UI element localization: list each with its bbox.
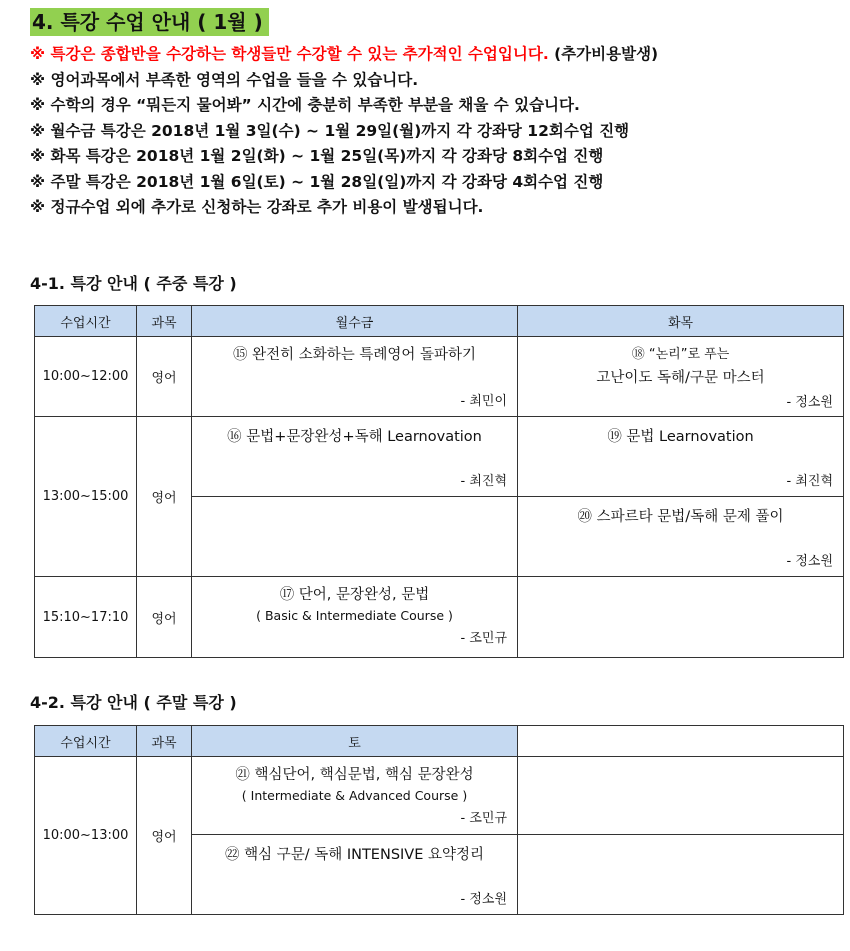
time-cell: 13:00~15:00 [35, 417, 137, 577]
notice-item: ※ 월수금 특강은 2018년 1월 3일(수) ~ 1월 29일(월)까지 각 강좌당 12회수업 진행 [30, 121, 630, 140]
class-cell [192, 337, 518, 417]
weekend-table [34, 725, 844, 915]
weekday-heading: 4-1. 특강 안내 ( 주중 특강 ) [30, 274, 237, 293]
header-time: 수업시간 [35, 306, 137, 337]
notice-red-text: ※ 특강은 종합반을 수강하는 학생들만 수강할 수 있는 추가적인 수업입니다. [30, 45, 549, 63]
teacher-name: - 정소원 [786, 554, 833, 569]
teacher-name: - 정소원 [460, 892, 507, 907]
teacher-name: - 정소원 [786, 395, 833, 410]
notice-item: ※ 주말 특강은 2018년 1월 6일(토) ~ 1월 28일(일)까지 각 강좌당 4회수업 진행 [30, 172, 604, 191]
notice-item: ※ 수학의 경우 “뭐든지 물어봐” 시간에 충분히 부족한 부분을 채울 수 있습니다. [30, 96, 580, 114]
class-title-line1: ⑱ “논리”로 푸는 [631, 347, 730, 362]
notice-list [30, 42, 658, 221]
class-cell [518, 337, 844, 417]
empty-cell [192, 497, 518, 577]
subject-cell: 영어 [137, 577, 192, 658]
header-subject: 과목 [137, 306, 192, 337]
table-row [35, 577, 844, 658]
header-subject: 과목 [137, 726, 192, 757]
table-row [35, 757, 844, 835]
class-cell [192, 417, 518, 497]
class-title: ㉑ 핵심단어, 핵심문법, 핵심 문장완성 [235, 767, 474, 783]
empty-cell [518, 577, 844, 658]
class-title: ⑰ 단어, 문장완성, 문법 [279, 587, 430, 603]
weekend-heading: 4-2. 특강 안내 ( 주말 특강 ) [30, 693, 237, 712]
class-title-line2: 고난이도 독해/구문 마스터 [596, 370, 765, 386]
weekday-table [34, 305, 844, 658]
header-mwf: 월수금 [192, 306, 518, 337]
class-title: ⑮ 완전히 소화하는 특례영어 돌파하기 [232, 347, 477, 363]
class-title: ⑳ 스파르타 문법/독해 문제 풀이 [577, 509, 784, 525]
class-title: ⑲ 문법 Learnovation [607, 429, 754, 445]
notice-item [30, 42, 658, 68]
notice-item: ※ 화목 특강은 2018년 1월 2일(화) ~ 1월 25일(목)까지 각 강좌당 8회수업 진행 [30, 147, 604, 165]
time-cell: 15:10~17:10 [35, 577, 137, 658]
teacher-name: - 조민규 [460, 631, 507, 646]
teacher-name: - 최진혁 [786, 474, 833, 489]
page-title: 4. 특강 수업 안내 ( 1월 ) [30, 8, 269, 36]
subject-cell: 영어 [137, 417, 192, 577]
class-cell [192, 577, 518, 658]
empty-cell [518, 757, 844, 835]
class-course: ( Intermediate & Advanced Course ) [241, 788, 468, 803]
notice-extra-text: (추가비용발생) [548, 45, 659, 63]
teacher-name: - 최민이 [460, 394, 507, 409]
time-cell: 10:00~13:00 [35, 757, 137, 915]
subject-cell: 영어 [137, 757, 192, 915]
subject-cell: 영어 [137, 337, 192, 417]
class-cell [192, 835, 518, 915]
class-title: ㉒ 핵심 구문/ 독해 INTENSIVE 요약정리 [224, 847, 485, 863]
empty-cell [518, 835, 844, 915]
class-course: ( Basic & Intermediate Course ) [256, 608, 453, 623]
class-cell [518, 417, 844, 497]
table-row [35, 417, 844, 497]
notice-item: ※ 영어과목에서 부족한 영역의 수업을 들을 수 있습니다. [30, 70, 419, 89]
table-header-row [35, 726, 844, 757]
table-row [35, 337, 844, 417]
header-sat: 토 [192, 726, 518, 757]
header-empty [518, 726, 844, 757]
class-cell [518, 497, 844, 577]
time-cell: 10:00~12:00 [35, 337, 137, 417]
class-title: ⑯ 문법+문장완성+독해 Learnovation [227, 429, 482, 445]
table-header-row [35, 306, 844, 337]
header-tt: 화목 [518, 306, 844, 337]
teacher-name: - 최진혁 [460, 474, 507, 489]
notice-item: ※ 정규수업 외에 추가로 신청하는 강좌로 추가 비용이 발생됩니다. [30, 198, 484, 216]
class-cell [192, 757, 518, 835]
teacher-name: - 조민규 [460, 811, 507, 826]
header-time: 수업시간 [35, 726, 137, 757]
